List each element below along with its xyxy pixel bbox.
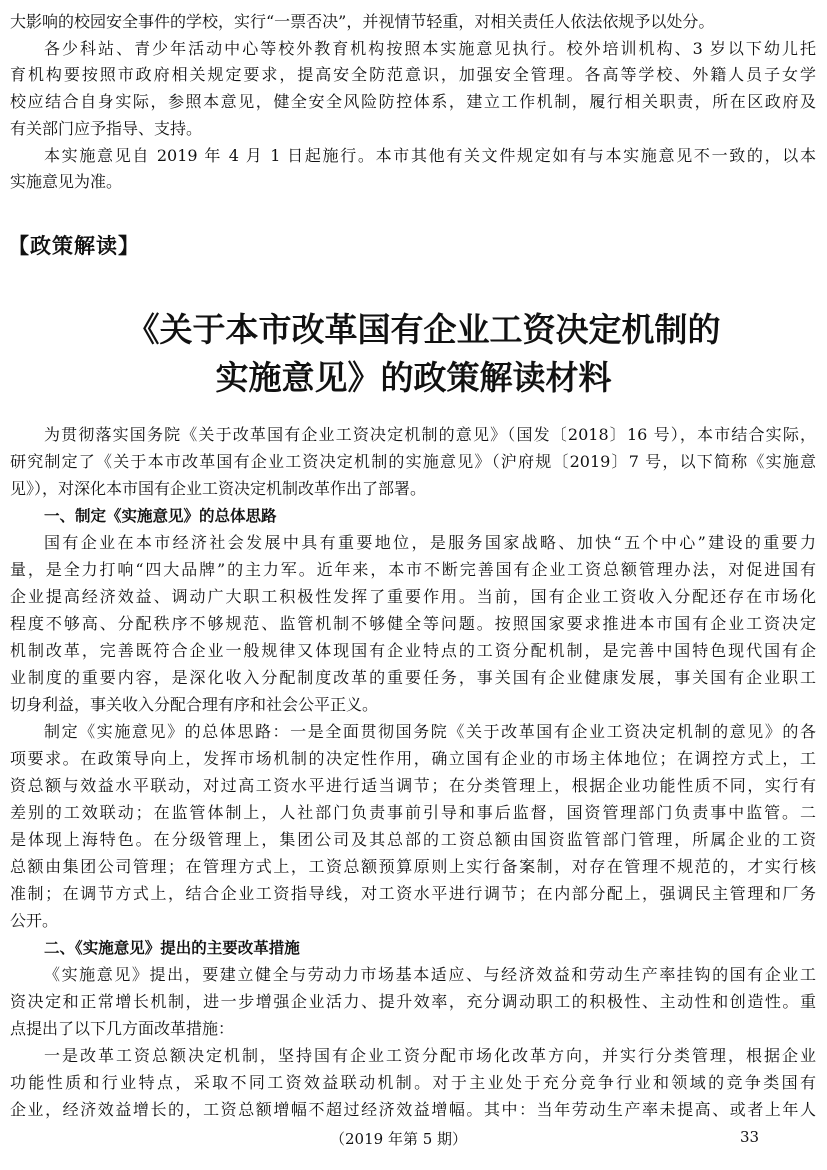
text-line: 大影响的校园安全事件的学校，实行“一票否决”，并视情节轻重，对相关责任人依法依规予以处分。: [10, 12, 715, 31]
text-line: 为贯彻落实国务院《关于改革国有企业工资决定机制的意见》（国发〔2018〕16 号），本市结合实际，: [44, 425, 816, 444]
section-heading: 一、制定《实施意见》的总体思路: [44, 507, 277, 525]
text-line: 有关部门应予指导、支持。: [10, 118, 203, 138]
text-line: 实施意见为准。: [10, 172, 123, 192]
text-line: 研究制定了《关于本市改革国有企业工资决定机制的实施意见》（沪府规〔2019〕7 号，以下简称《实施意: [10, 452, 816, 471]
page-number: 33: [740, 1128, 760, 1146]
text-line: 制定《实施意见》的总体思路：一是全面贯彻国务院《关于改革国有企业工资决定机制的意见》的各: [44, 722, 816, 741]
text-line: 程度不够高、分配秩序不够规范、监管机制不够健全等问题。按照国家要求推进本市国有企业工资决定: [10, 614, 816, 633]
section-heading: 二、《实施意见》提出的主要改革措施: [44, 939, 300, 957]
text-line: 是体现上海特色。在分级管理上，集团公司及其总部的工资总额由国资监管部门管理，所属企业的工资: [10, 830, 816, 849]
text-line: 本实施意见自 2019 年 4 月 1 日起施行。本市其他有关文件规定如有与本实施意见不一致的，以本: [44, 145, 816, 165]
text-line: 各少科站、青少年活动中心等校外教育机构按照本实施意见执行。校外培训机构、3 岁以下幼儿托: [44, 38, 816, 58]
text-line: 机制改革，完善既符合企业一般规律又体现国有企业特点的工资分配机制，是完善中国特色现代国有企: [10, 641, 816, 660]
text-line: 差别的工效联动；在监管体制上，人社部门负责事前引导和事后监督，国资管理部门负责事中监管。二: [10, 803, 816, 822]
text-line: 公开。: [10, 911, 59, 930]
text-line: 功能性质和行业特点，采取不同工资效益联动机制。对于主业处于充分竞争行业和领域的竞争类国有: [10, 1073, 816, 1092]
text-line: 业制度的重要内容，是深化收入分配制度改革的重要任务，事关国有企业健康发展，事关国有企业职工: [10, 668, 816, 687]
text-line: 项要求。在政策导向上，发挥市场机制的决定性作用，确立国有企业的市场主体地位；在调控方式上，工: [10, 749, 816, 768]
text-line: 一是改革工资总额决定机制，坚持国有企业工资分配市场化改革方向，并实行分类管理，根据企业: [44, 1046, 816, 1065]
text-line: 育机构要按照市政府相关规定要求，提高安全防范意识，加强安全管理。各高等学校、外籍人员子女学: [10, 65, 816, 85]
text-line: 点提出了以下几方面改革措施：: [10, 1019, 235, 1038]
text-line: 《实施意见》提出，要建立健全与劳动力市场基本适应、与经济效益和劳动生产率挂钩的国有企业工: [44, 965, 816, 984]
text-line: 总额由集团公司管理；在管理方式上，工资总额预算原则上实行备案制，对存在管理不规范的，才实行核: [10, 857, 816, 876]
text-line: 资决定和正常增长机制，进一步增强企业活力、提升效率，充分调动职工的积极性、主动性和创造性。重: [10, 992, 816, 1011]
text-line: 校应结合自身实际，参照本意见，健全安全风险防控体系，建立工作机制，履行相关职责，所在区政府及: [10, 92, 816, 112]
text-line: 国有企业在本市经济社会发展中具有重要地位，是服务国家战略、加快“五个中心”建设的重要力: [44, 533, 816, 552]
text-line: 量，是全力打响“四大品牌”的主力军。近年来，本市不断完善国有企业工资总额管理办法，对促进国有: [10, 560, 816, 579]
text-line: 准制；在调节方式上，结合企业工资指导线，对工资水平进行调节；在内部分配上，强调民主管理和厂务: [10, 884, 816, 903]
article-title-line-1: 《关于本市改革国有企业工资决定机制的: [126, 310, 721, 349]
section-tag: 【政策解读】: [8, 234, 140, 258]
text-line: 见》），对深化本市国有企业工资决定机制改革作出了部署。: [10, 479, 427, 498]
footer-issue: （2019 年第 5 期）: [330, 1130, 468, 1148]
text-line: 资总额与效益水平联动，对过高工资水平进行适当调节；在分类管理上，根据企业功能性质不同，实行有: [10, 776, 816, 795]
text-line: 企业，经济效益增长的，工资总额增幅不超过经济效益增幅。其中：当年劳动生产率未提高、或者上年人: [10, 1100, 816, 1119]
article-title-line-2: 实施意见》的政策解读材料: [215, 358, 612, 397]
text-line: 切身利益，事关收入分配合理有序和社会公平正义。: [10, 695, 379, 714]
text-line: 企业提高经济效益、调动广大职工积极性发挥了重要作用。当前，国有企业工资收入分配还存在市场化: [10, 587, 816, 606]
